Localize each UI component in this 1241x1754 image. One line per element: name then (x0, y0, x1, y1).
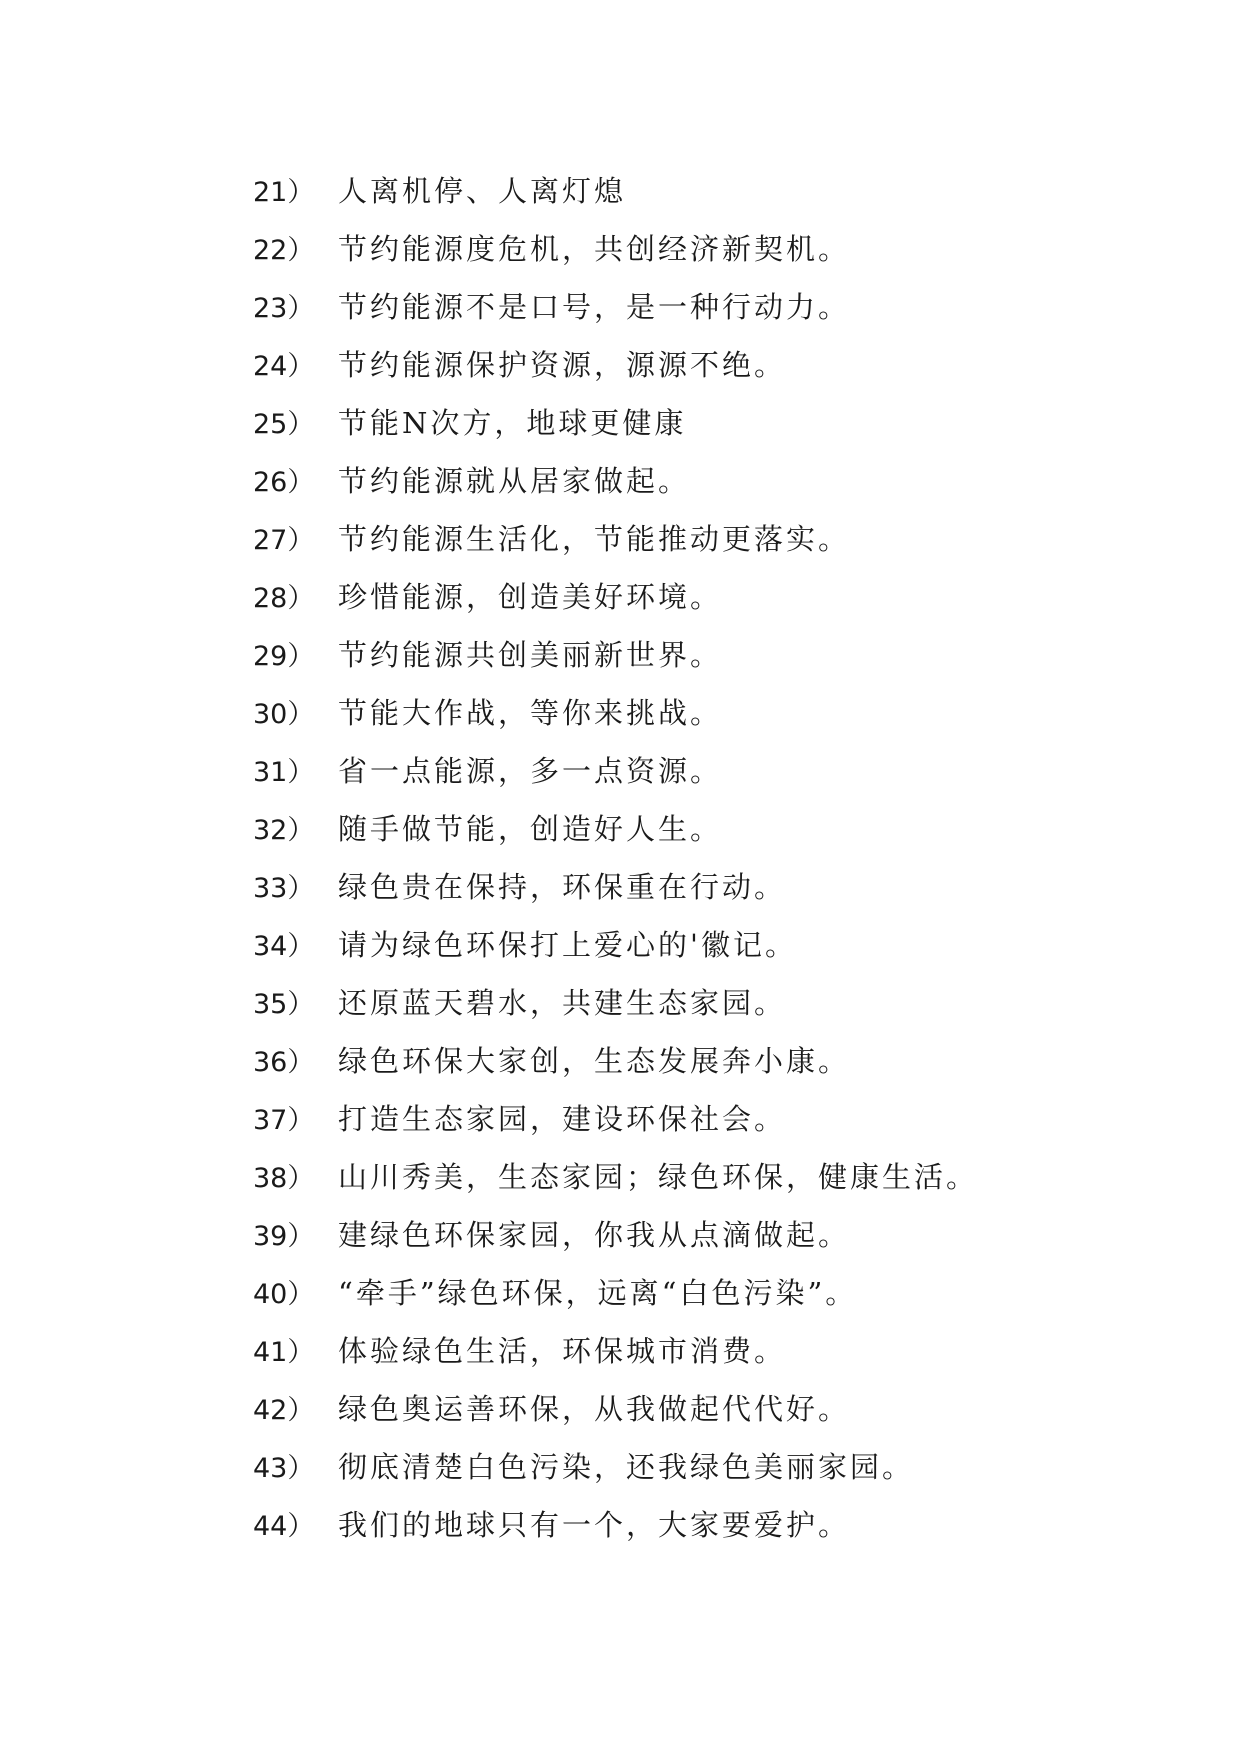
item-number: 34） (253, 930, 315, 962)
item-text: 打造生态家园，建设环保社会。 (338, 1101, 787, 1136)
list-item (253, 624, 1153, 682)
item-text: 节约能源共创美丽新世界。 (338, 637, 723, 672)
item-text: 节约能源就从居家做起。 (338, 463, 691, 498)
item-text: 人离机停、人离灯熄 (338, 173, 627, 208)
item-text: 建绿色环保家园，你我从点滴做起。 (338, 1217, 851, 1252)
list-item (253, 218, 1153, 276)
item-text: “牵手”绿色环保，远离“白色污染”。 (338, 1275, 858, 1310)
item-text: 请为绿色环保打上爱心的'徽记。 (338, 927, 797, 962)
item-text: 绿色奥运善环保，从我做起代代好。 (338, 1391, 851, 1426)
list-item (253, 450, 1153, 508)
item-number: 24） (253, 350, 315, 382)
list-item (253, 1088, 1153, 1146)
list-item (253, 1146, 1153, 1204)
item-text: 体验绿色生活，环保城市消费。 (338, 1333, 787, 1368)
list-item (253, 1030, 1153, 1088)
item-text: 还原蓝天碧水，共建生态家园。 (338, 985, 787, 1020)
item-text: 彻底清楚白色污染，还我绿色美丽家园。 (338, 1449, 915, 1484)
item-number: 29） (253, 640, 315, 672)
list-item (253, 392, 1153, 450)
list-item (253, 1262, 1153, 1320)
item-number: 43） (253, 1452, 315, 1484)
item-number: 40） (253, 1278, 315, 1310)
item-number: 38） (253, 1162, 315, 1194)
item-number: 21） (253, 176, 315, 208)
item-text: 节约能源不是口号，是一种行动力。 (338, 289, 851, 324)
item-number: 22） (253, 234, 315, 266)
list-item (253, 1320, 1153, 1378)
item-text: 珍惜能源，创造美好环境。 (338, 579, 723, 614)
item-number: 25） (253, 408, 315, 440)
list-item (253, 682, 1153, 740)
slogan-list (253, 160, 1153, 1552)
item-number: 27） (253, 524, 315, 556)
item-text: 绿色环保大家创，生态发展奔小康。 (338, 1043, 851, 1078)
item-number: 26） (253, 466, 315, 498)
list-item (253, 276, 1153, 334)
item-number: 42） (253, 1394, 315, 1426)
item-number: 41） (253, 1336, 315, 1368)
list-item (253, 508, 1153, 566)
item-text: 绿色贵在保持，环保重在行动。 (338, 869, 787, 904)
item-number: 31） (253, 756, 315, 788)
list-item (253, 1436, 1153, 1494)
list-item (253, 740, 1153, 798)
list-item (253, 1378, 1153, 1436)
item-number: 23） (253, 292, 315, 324)
item-number: 37） (253, 1104, 315, 1136)
item-number: 35） (253, 988, 315, 1020)
list-item (253, 566, 1153, 624)
list-item (253, 914, 1153, 972)
item-number: 36） (253, 1046, 315, 1078)
list-item (253, 856, 1153, 914)
list-item (253, 334, 1153, 392)
list-item (253, 972, 1153, 1030)
item-text: 我们的地球只有一个，大家要爱护。 (338, 1507, 851, 1542)
item-text: 节约能源生活化，节能推动更落实。 (338, 521, 851, 556)
item-text: 节约能源度危机，共创经济新契机。 (338, 231, 851, 266)
item-text: 山川秀美，生态家园；绿色环保，健康生活。 (338, 1159, 979, 1194)
item-text: 随手做节能，创造好人生。 (338, 811, 723, 846)
item-text: 节约能源保护资源，源源不绝。 (338, 347, 787, 382)
item-text: 节能大作战，等你来挑战。 (338, 695, 723, 730)
item-number: 44） (253, 1510, 315, 1542)
list-item (253, 1204, 1153, 1262)
list-item (253, 798, 1153, 856)
list-item (253, 160, 1153, 218)
item-number: 32） (253, 814, 315, 846)
item-number: 39） (253, 1220, 315, 1252)
item-text: 节能N次方，地球更健康 (338, 405, 687, 440)
item-number: 33） (253, 872, 315, 904)
item-number: 30） (253, 698, 315, 730)
list-item (253, 1494, 1153, 1552)
item-number: 28） (253, 582, 315, 614)
item-text: 省一点能源，多一点资源。 (338, 753, 723, 788)
